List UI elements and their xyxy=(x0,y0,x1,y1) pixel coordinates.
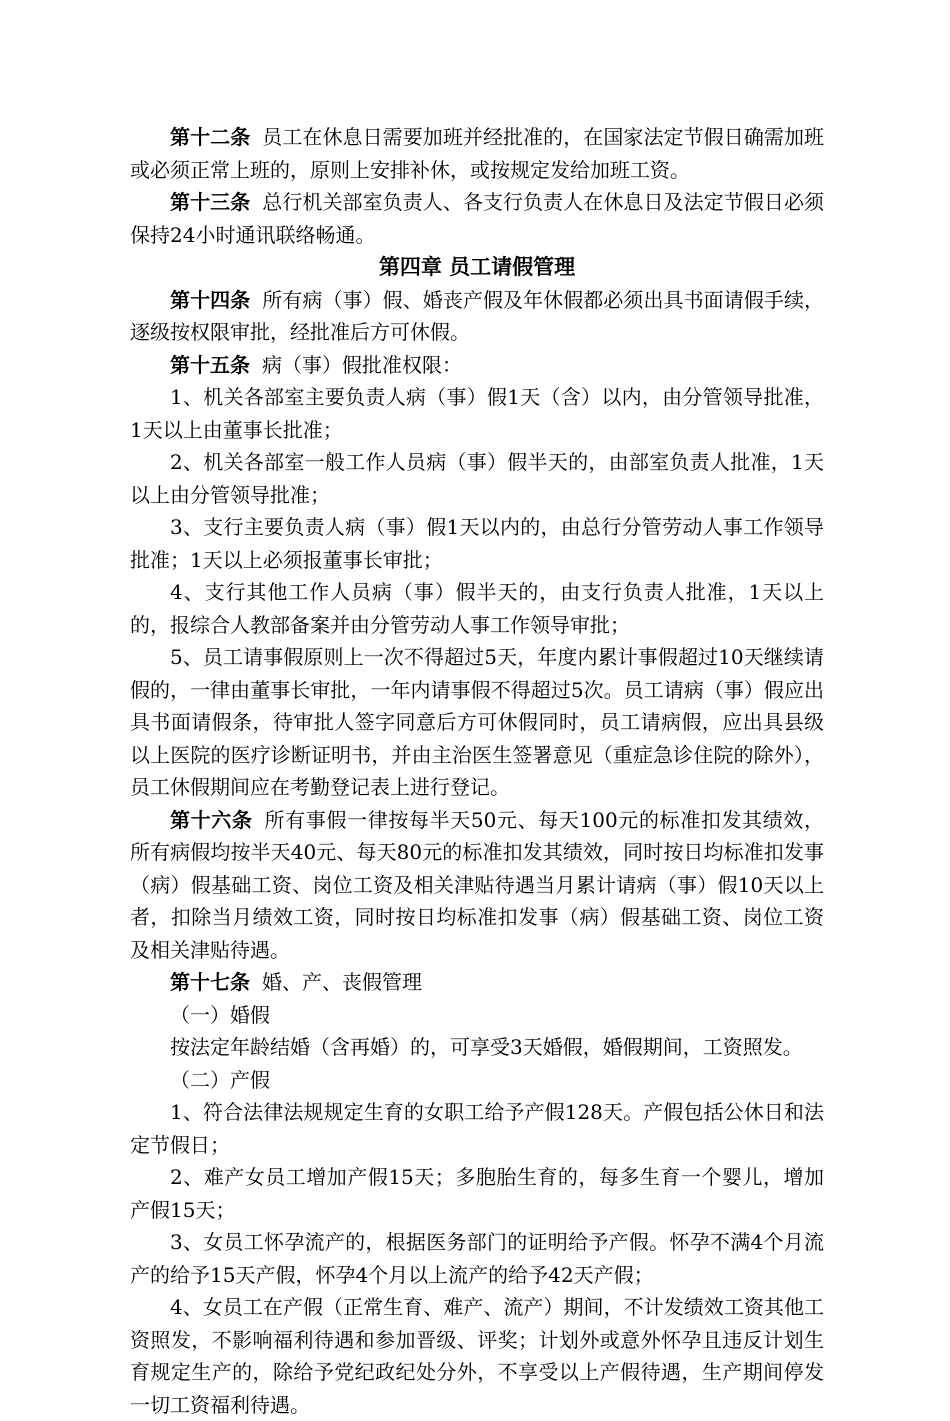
list-item: 4、女员工在产假（正常生育、难产、流产）期间，不计发绩效工资其他工资照发，不影响福利待遇和参加晋级、评奖；计划外或意外怀孕且违反计划生育规定生产的，除给予党纪政纪处分外，不享受以上产假待遇，生产期间停发一切工资福利待遇。 xyxy=(130,1295,824,1417)
article-label: 第十六条 xyxy=(170,807,253,832)
article-text: 病（事）假批准权限： xyxy=(262,352,462,377)
article-label: 第十二条 xyxy=(170,125,251,149)
list-item: 1、机关各部室主要负责人病（事）假1天（含）以内，由分管领导批准，1天以上由董事长批准； xyxy=(130,385,824,442)
article-text: 所有事假一律按每半天50元、每天100元的标准扣发其绩效，所有病假均按半天40元、每天80元的标准扣发其绩效，同时按日均标准扣发事（病）假基础工资、岗位工资及相关津贴待遇当月累计请病（事）假10天以上者，扣除当月绩效工资，同时按日均标准扣发事（病）假基础工资、岗位工资及相关津贴待遇。 xyxy=(130,807,825,962)
subheading-maternity-leave: （二）产假 xyxy=(170,1067,270,1092)
subheading-marriage-leave: （一）婚假 xyxy=(170,1002,270,1027)
article-label: 第十四条 xyxy=(170,287,251,312)
list-item: 2、难产女员工增加产假15天；多胞胎生育的，每多生育一个婴儿，增加产假15天； xyxy=(130,1165,824,1222)
document-body xyxy=(130,121,824,1421)
article-13 xyxy=(130,186,824,251)
article-label: 第十五条 xyxy=(170,352,250,377)
list-item: 5、员工请事假原则上一次不得超过5天，年度内累计事假超过10天继续请假的，一律由董事长审批，一年内请事假不得超过5次。员工请病（事）假应出具书面请假条，待审批人签字同意后方可休假同时，员工请病假，应出具县级以上医院的医疗诊断证明书，并由主治医生签署意见（重症急诊住院的除外），员工休假期间应在考勤登记表上进行登记。 xyxy=(130,645,824,799)
list-item: 3、支行主要负责人病（事）假1天以内的，由总行分管劳动人事工作领导批准；1天以上必须报董事长审批； xyxy=(130,515,824,572)
article-15 xyxy=(130,349,824,382)
list-item: 3、女员工怀孕流产的，根据医务部门的证明给予产假。怀孕不满4个月流产的给予15天产假，怀孕4个月以上流产的给予42天产假； xyxy=(130,1230,824,1287)
list-item: 2、机关各部室一般工作人员病（事）假半天的，由部室负责人批准，1天以上由分管领导批准； xyxy=(130,450,824,507)
article-text: 所有病（事）假、婚丧产假及年休假都必须出具书面请假手续，逐级按权限审批，经批准后方可休假。 xyxy=(130,287,825,344)
list-item: 4、支行其他工作人员病（事）假半天的，由支行负责人批准，1天以上的，报综合人教部备案并由分管劳动人事工作领导审批； xyxy=(130,580,824,637)
list-item: 按法定年龄结婚（含再婚）的，可享受3天婚假，婚假期间，工资照发。 xyxy=(170,1035,803,1059)
article-label: 第十三条 xyxy=(170,190,251,214)
article-12 xyxy=(130,121,824,186)
article-17 xyxy=(130,966,824,999)
article-14 xyxy=(130,284,824,349)
list-item: 1、符合法律法规规定生育的女职工给予产假128天。产假包括公休日和法定节假日； xyxy=(130,1100,824,1157)
article-text: 总行机关部室负责人、各支行负责人在休息日及法定节假日必须保持24小时通讯联络畅通。 xyxy=(130,190,825,247)
chapter-title: 第四章 员工请假管理 xyxy=(378,255,576,279)
article-label: 第十七条 xyxy=(170,970,250,994)
article-text: 婚、产、丧假管理 xyxy=(262,970,422,994)
article-text: 员工在休息日需要加班并经批准的，在国家法定节假日确需加班或必须正常上班的，原则上安排补休，或按规定发给加班工资。 xyxy=(130,125,825,182)
article-16 xyxy=(130,804,824,967)
